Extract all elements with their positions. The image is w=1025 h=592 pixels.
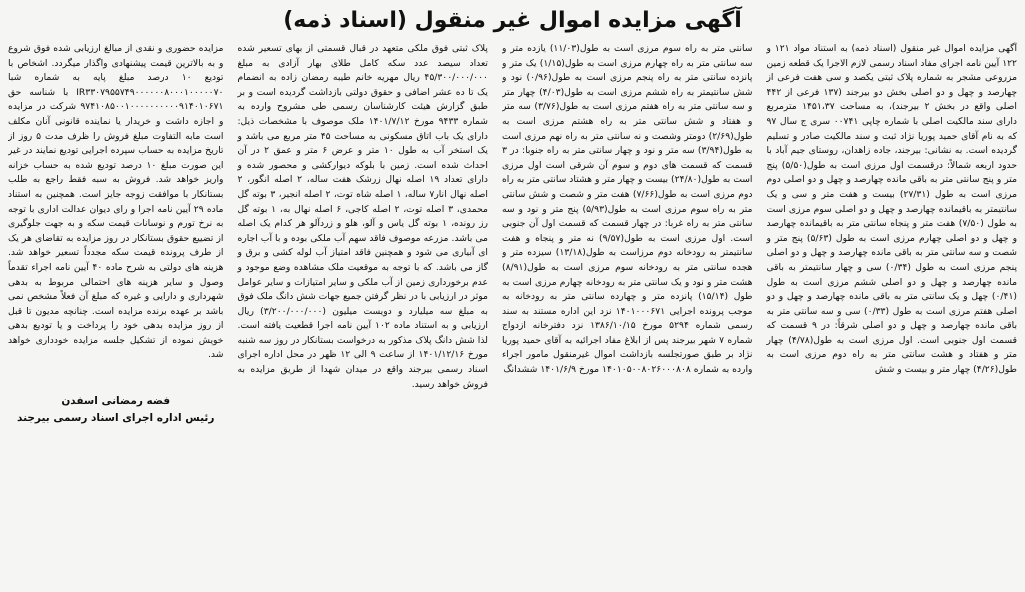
signer-name: فضه رمضانی اسفدن: [61, 395, 171, 408]
text-column-4: [8, 42, 223, 590]
signature-block: [8, 393, 223, 427]
notice-title: آگهی مزایده اموال غیر منقول (اسناد ذمه): [283, 8, 742, 33]
column-4-text: مزایده حضوری و نقدی از مبالغ ارزیابی شده فوق شروع و به بالاترین قیمت پیشنهادی واگذار میگردد. اشخاص با تودیع ۱۰ درصد مبلغ پایه به شماره شبا IR۳۳۰۷۹۵۵۷۴۹۰۰۰۰۰۰۸۰۰۰۱۰۰۰۰۰۷۰ با شناسه حق ۹۷۴۱۰۸۵۰۰۱۰۰۰۰۰۰۰۰۰۰۹۱۴۰۱۰۶۷۱ شرکت در مزایده و اجازه داشت و خریدار یا نماینده قانونی آنان مکلف است مابه التفاوت مبلغ فروش را ظرف مدت ۵ روز از تاریخ مزایده به حساب سپرده اجرایی تودیع نمایند در غیر این صورت مبلغ ۱۰ درصد تودیع شده به حساب خزانه واریز خواهد شد. فروش به سبه فقط راجع به طلب بستانکار با موافقت زوجه جایز است. همچنین به استناد ماده ۲۹ آیین نامه اجرا و رای دیوان عدالت اداری با توجه به نرخ تورم و نوسانات قیمت سکه و به جهت جلوگیری از تضییع حقوق بستانکار در روز مزایده به تقاضای هر یک از طرف پرونده قیمت سکه مجدداً تسعیر خواهد شد. هزینه های دولتی به شرح ماده ۴۰ آیین نامه اجراء تقدماً وصول و سایر هزینه های احتمالی مربوط به بدهی شهرداری و دارایی و غیره که مبلغ آن فعلاً مشخص نمی باشد بر عهده برنده مزایده است. چنانچه مدیون تا قبل از روز مزایده بدهی خود را پرداخت و یا تودیع بدهی خویش نموده از تشکیل جلسه مزایده خودداری خواهد شد.: [8, 43, 224, 361]
signer-position: رئیس اداره اجرای اسناد رسمی بیرجند: [17, 412, 215, 425]
text-column-2: [502, 42, 753, 590]
column-2-text: سانتی متر به راه سوم مرزی است به طول(۱۱/۰۳) یازده متر و سه سانتی متر به راه چهارم مرزی است به طول(۱/۱۵) یک متر و پانزده سانتی متر به راه پنجم مرزی است به طول(۰/۹۶) نود و شش سانتیمتر به راه ششم مرزی است به طول(۴/۰۳) چهار متر و سه سانتی متر به راه هفتم مرزی است به طول(۳/۷۶) سه متر و هفتاد و شش سانتی متر به راه هشتم مرزی است به طول(۲/۶۹) دومتر وشصت و نه سانتی متر به راه نهم مرزی است به طول(۳/۹۴) سه متر و نود و چهار سانتی متر به راه جنوبا: در ۳ قسمت که قسمت های دوم و سوم آن شرقی است اول مرزی است به طول(۲۴/۸۰) بیست و چهار متر و هشتاد سانتی متر به راه دوم مرزی است به طول(۷/۶۶) هفت متر و شصت و شش سانتی متر به راه سوم مرزی است به طول(۵/۹۳) پنج متر و نود و سه سانتی متر به راه غربا: در چهار قسمت که قسمت اول آن جنوبی است. اول مرزی است به طول(۹/۵۷) نه متر و پنجاه و هفت سانتیمتر به رودخانه دوم مرزاست به طول(۱۳/۱۸) سیزده متر و هجده سانتی متر به رودخانه سوم مرزی است به طول(۸/۹۱) هشت متر و نود و یک سانتی متر به رودخانه چهارم مرزی است به طول (۱۵/۱۴) پانزده متر و چهارده سانتی متر به رودخانه به موجب پرونده اجرایی ۱۴۰۱۰۰۰۶۷۱ نزد این اداره مستند به سند رسمی شماره ۵۲۹۴ مورخ ۱۳۸۶/۱۰/۱۵ نزد دفترخانه ازدواج شماره ۷ شهر بیرجند پس از ابلاغ مفاد اجرائیه به آقای حمید پوریا نژاد بر طبق صورتجلسه بازداشت اموال غیرمنقول مامور اجراء وارده به شماره ۱۴۰۱۰۵۰۰۸۰۲۶۰۰۰۸۰۸ مورخ ۱۴۰۱/۶/۹ ششدانگ: [501, 43, 753, 376]
text-columns: [8, 42, 1017, 590]
text-column-3: [237, 42, 488, 590]
column-1-text: آگهی مزایده اموال غیر منقول (اسناد ذمه) به استناد مواد ۱۲۱ و ۱۲۲ آیین نامه اجرای مفاد اسناد رسمی لازم الاجرا یک قطعه زمین مزروعی مشجر به شماره پلاک ثبتی یکصد و سی هفت فرعی از چهارصد و چهل و دو اصلی بخش دو بیرجند (۱۳۷ فرعی از ۴۴۲ اصلی واقع در بخش ۲ بیرجند)، به مساحت ۱۴۵۱،۳۷ مترمربع دارای سند مالکیت اصلی با شماره چاپی ۰۰۷۴۱ سری ج سال ۹۷ که به نام آقای حمید پوریا نژاد ثبت و سند مالکیت صادر و تسلیم گردیده است. به نشانی: بیرجند، جاده زاهدان، روستای جیم آباد با حدود اربعه شمالاً: درقسمت اول مرزی است به طول(۵/۵۰) پنج متر و پنج سانتی متر به باقی مانده چهارصد و چهل و دو اصلی دوم مرزی است به طول (۲۷/۳۱) بیست و هفت متر و سی و یک سانتیمتر به باقیمانده چهارصد و چهل و دو اصلی سوم مرزی است به طول (۷/۵۰) هفت متر و پنجاه سانتی متر به باقیمانده چهارصد و چهل و دو اصلی چهارم مرزی است به طول (۵/۶۳) پنج متر و شصت و سه سانتی متر به باقی مانده چهارصد و چهل و دو اصلی پنجم مرزی است به طول (۰/۳۴) سی و چهار سانتیمتر به باقی مانده چهارصد و چهل و دو اصلی ششم مرزی است به طول (۰/۴۱) چهل و یک سانتی متر به باقی مانده چهارصد و چهل و دو اصلی هفتم مرزی است به طول (۰/۳۳) سی و سه سانتی متر به باقی مانده چهارصد و چهل و دو اصلی شرقاً: در ۹ قسمت که قسمت اول جنوبی است. اول مرزی است به طول(۴/۷۸) چهار متر و هفتاد و هشت سانتی متر به راه دوم مرزی است به طول(۴/۲۶) چهار متر و بیست و شش: [766, 43, 1017, 376]
text-column-1: [766, 42, 1017, 590]
column-3-text: پلاک ثبتی فوق ملکی متعهد در قبال قسمتی از بهای تسعیر شده تعداد سیصد عدد سکه کامل طلای بهار آزادی به مبلغ ۴۵/۳۰۰/۰۰۰/۰۰۰ ریال مهریه خانم طیبه رمضان زاده به انضمام یک تا ده عشر اضافی و حقوق دولتی بازداشت گردیده است و بر طبق گزارش هیئت کارشناسان رسمی طی مشروح وارده به شماره ۹۴۳۳ مورخ ۱۴۰۱/۷/۱۲ ملک موصوف با مشخصات ذیل: دارای یک باب اتاق مسکونی به مساحت ۴۵ متر مربع می باشد و یک استخر آب به طول ۱۰ متر و عرض ۶ متر و عمق ۲ در آن احداث شده است. زمین با بلوکه دیوارکشی و محصور شده و دارای تعداد ۱۹ اصله نهال زرشک هفت ساله، ۲ اصله انگور، ۲ اصله نهال انار۷ ساله، ۱ اصله شاه توت، ۲ اصله انجیر، ۳ بوته گل محمدی، ۳ اصله توت، ۲ اصله کاجی، ۶ اصله نهال به، ۱ بوته گل رز رونده، ۱ بوته گل یاس و آلو، هلو و زردآلو هر کدام یک اصله می باشد. مزرعه موصوف فاقد سهم آب ملکی بوده و با آب اجاره ای آبیاری می شود و همچنین فاقد امتیاز آب لوله کشی و برق و گاز می باشد. که با توجه به موقعیت ملک مشاهده وضع موجود و عدم برخورداری زمین از آب ملکی و سایر امتیازات و سایر عوامل موثر در ارزیابی با در نظر گرفتن جمیع جهات شش دانگ ملک فوق به مبلغ سه میلیارد و دویست میلیون (۳/۲۰۰/۰۰۰/۰۰۰) ریال ارزیابی و به استناد ماده ۱۰۲ آیین نامه اجرا قطعیت یافته است. لذا شش دانگ پلاک مذکور به درخواست بستانکار در روز سه شنبه مورخ ۱۴۰۱/۱۲/۱۶ از ساعت ۹ الی ۱۲ ظهر در محل اداره اجرای اسناد رسمی بیرجند واقع در میدان شهدا از طریق مزایده به فروش خواهد رسید.: [237, 43, 488, 390]
